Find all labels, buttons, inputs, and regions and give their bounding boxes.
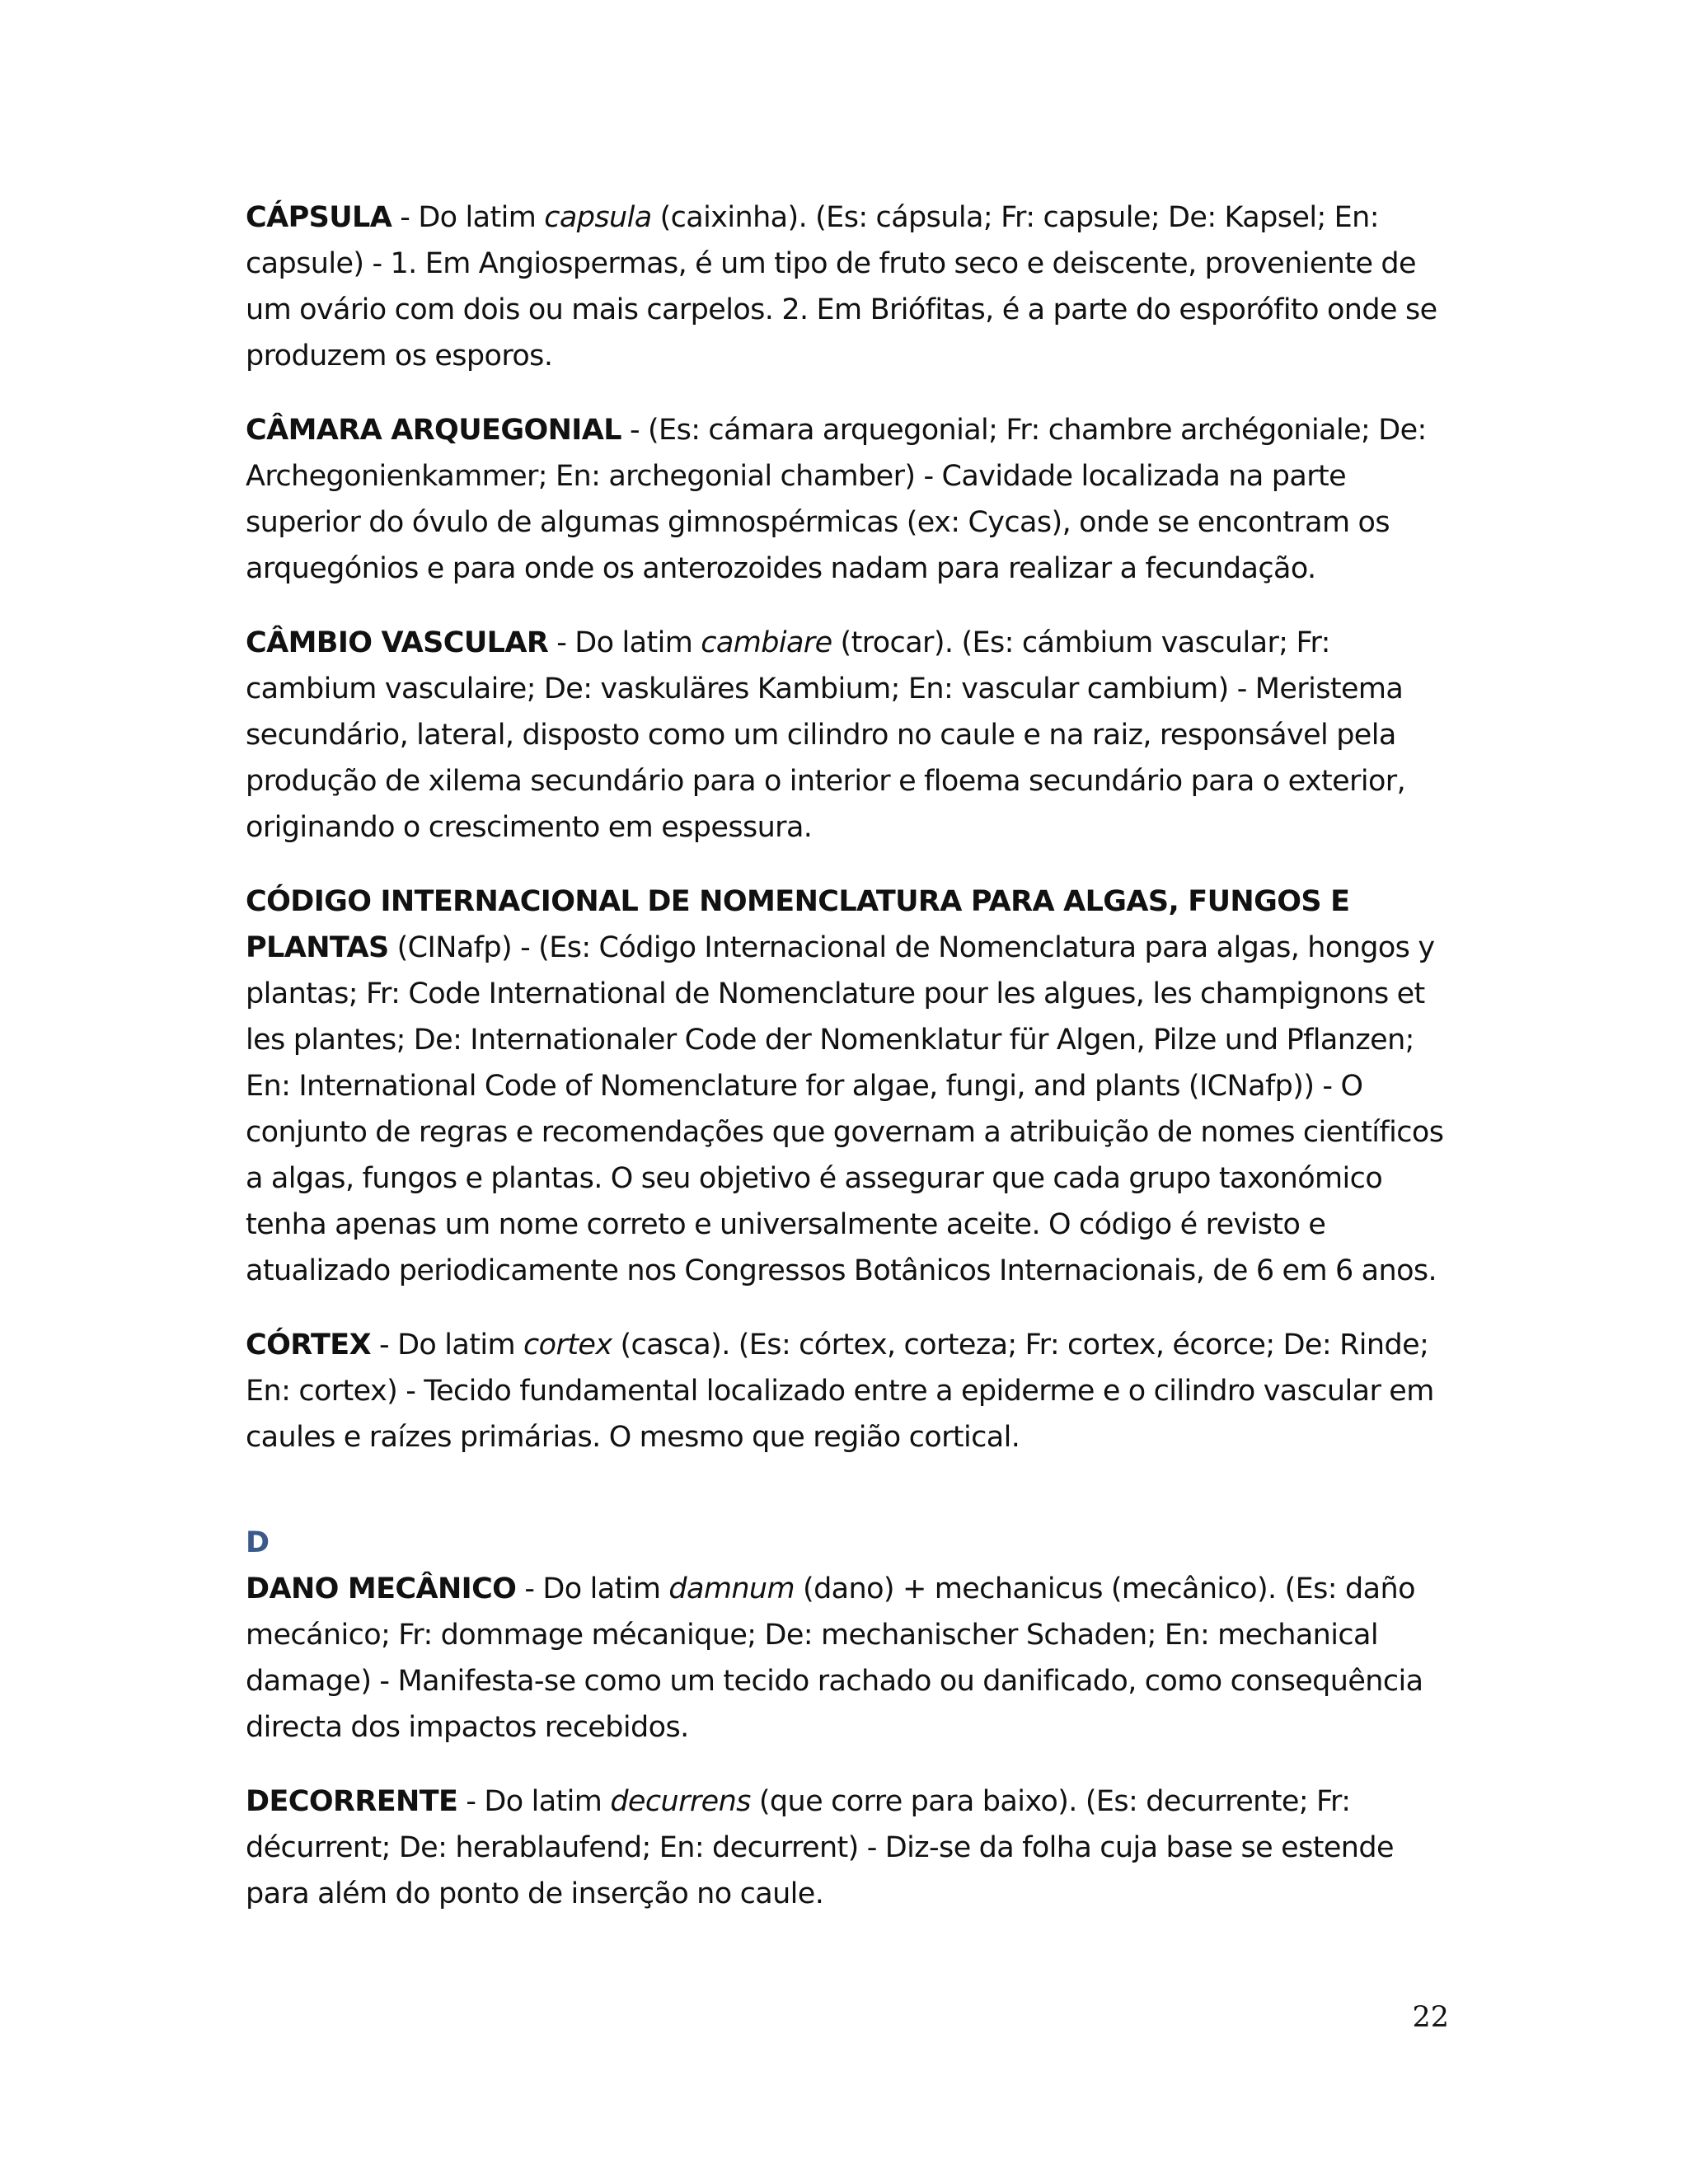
entry-latin-word: cortex	[523, 1329, 612, 1361]
page-content	[246, 194, 1449, 1945]
section-letter-d: D	[246, 1526, 270, 1559]
entry-cortex	[246, 1322, 1449, 1460]
entry-term: DANO MECÂNICO	[246, 1572, 517, 1605]
entry-latin-word: decurrens	[610, 1785, 751, 1818]
entry-prefix: - Do latim	[548, 626, 701, 659]
entry-prefix: - Do latim	[392, 201, 545, 234]
entry-prefix: - Do latim	[516, 1572, 669, 1605]
entry-capsula	[246, 194, 1449, 379]
page-number: 22	[1412, 2001, 1449, 2034]
entry-body: (caixinha). (Es: cápsula; Fr: capsule; De: Kapsel; En: capsule) - 1. Em Angiospermas, é um tipo de fruto seco e deiscente, proveniente de um ovário com dois ou mais carpelos. 2. Em Briófitas, é a parte do esporófito onde se produzem os esporos.	[246, 201, 1437, 373]
entry-camara-arquegonial	[246, 407, 1449, 592]
entry-term: CÂMBIO VASCULAR	[246, 626, 549, 659]
entry-body: (casca). (Es: córtex, corteza; Fr: cortex, écorce; De: Rinde; En: cortex) - Tecido fundamental localizado entre a epiderme e o cilindro vascular em caules e raízes primárias. O mesmo que região cortical.	[246, 1329, 1434, 1454]
entry-term: DECORRENTE	[246, 1785, 458, 1818]
entry-cambio-vascular	[246, 620, 1449, 851]
entry-latin-word: capsula	[544, 201, 652, 234]
entry-term: CÓRTEX	[246, 1329, 371, 1361]
entry-decorrente	[246, 1779, 1449, 1917]
entry-term: CÂMARA ARQUEGONIAL	[246, 414, 621, 447]
entry-body: (dano) + mechanicus (mecânico). (Es: daño mecánico; Fr: dommage mécanique; De: mechanischer Schaden; En: mechanical damage) - Manifesta-se como um tecido rachado ou danificado, como consequência directa dos impactos recebidos.	[246, 1572, 1423, 1744]
entry-body: - (Es: cámara arquegonial; Fr: chambre archégoniale; De: Archegonienkammer; En: archegonial chamber) - Cavidade localizada na parte superior do óvulo de algumas gimnospérmicas (ex: Cycas), onde se encontram os arquegónios e para onde os anterozoides nadam para realizar a fecundação.	[246, 414, 1427, 585]
entry-term: CÁPSULA	[246, 201, 392, 234]
entry-body: (que corre para baixo). (Es: decurrente; Fr: décurrent; De: herablaufend; En: decurrent) - Diz-se da folha cuja base se estende para além do ponto de inserção no caule.	[246, 1785, 1394, 1910]
entry-prefix: - Do latim	[457, 1785, 611, 1818]
entry-latin-word: cambiare	[701, 626, 832, 659]
entry-codigo-internacional	[246, 879, 1449, 1294]
entry-dano-mecanico	[246, 1566, 1449, 1750]
entry-body: (CINafp) - (Es: Código Internacional de Nomenclatura para algas, hongos y plantas; Fr: Code International de Nomenclature pour les algues, les champignons et les plantes; De: Internationaler Code der Nomenklatur für Algen, Pilze und Pflanzen; En: International Code of Nomenclature for algae, fungi, and plants (ICNafp)) - O conjunto de regras e recomendações que governam a atribuição de nomes científicos a algas, fungos e plantas. O seu objetivo é assegurar que cada grupo taxonómico tenha apenas um nome correto e universalmente aceite. O código é revisto e atualizado periodicamente nos Congressos Botânicos Internacionais, de 6 em 6 anos.	[246, 931, 1444, 1287]
entry-latin-word: damnum	[668, 1572, 795, 1605]
entry-term: CÓDIGO INTERNACIONAL DE NOMENCLATURA PARA ALGAS, FUNGOS E PLANTAS	[246, 885, 1350, 964]
entry-body: (trocar). (Es: cámbium vascular; Fr: cambium vasculaire; De: vaskuläres Kambium; En: vascular cambium) - Meristema secundário, lateral, disposto como um cilindro no caule e na raiz, responsável pela produção de xilema secundário para o interior e floema secundário para o exterior, originando o crescimento em espessura.	[246, 626, 1406, 844]
entry-prefix: - Do latim	[371, 1329, 524, 1361]
